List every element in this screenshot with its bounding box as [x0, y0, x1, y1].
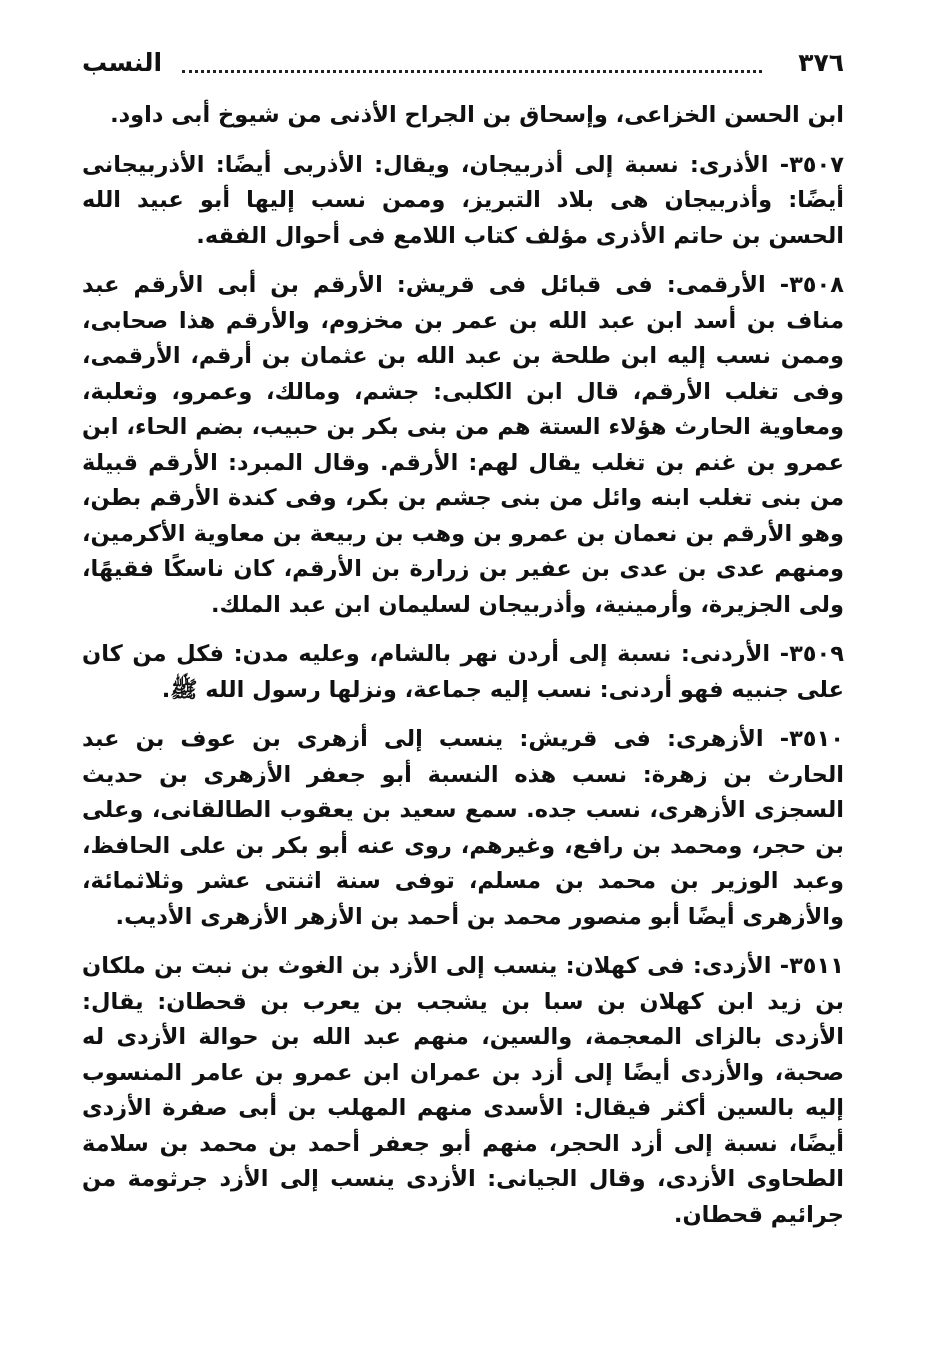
- running-title: النسب: [82, 48, 163, 77]
- entry-3511: ٣٥١١- الأزدى: فى كهلان: ينسب إلى الأزد بن الغوث بن نبت بن ملكان بن زيد ابن كهلان بن سبا بن يشجب بن يعرب بن قحطان: يقال: الأزدى بالزاى المعجمة، والسين، منهم عبد الله بن حوالة الأزدى له صحبة، والأزدى أيضًا إلى أزد بن عمران ابن عمرو بن عامر المنسوب إليه بالسين أكثر فيقال: الأسدى منهم المهلب بن أبى صفرة الأزدى أيضًا، نسبة إلى أزد الحجر، منهم أبو جعفر أحمد بن محمد بن سلامة الطحاوى الأزدى، وقال الجيانى: الأزدى ينسب إلى الأزد جرثومة من جرائيم قحطان.: [82, 953, 844, 1228]
- header-dotted-leader: [182, 70, 762, 73]
- book-page: [82, 44, 844, 1233]
- page-header: [82, 44, 844, 82]
- entry-3507: ٣٥٠٧- الأذرى: نسبة إلى أذربيجان، ويقال: الأذربى أيضًا: الأذربيجانى أيضًا: وأذربيجان هى بلاد التبريز، وممن نسب إليها أبو عبيد الله الحسن بن حاتم الأذرى مؤلف كتاب اللامع فى أحوال الفقه.: [82, 151, 844, 249]
- entry-3508: ٣٥٠٨- الأرقمى: فى قبائل فى قريش: الأرقم بن أبى الأرقم عبد مناف بن أسد ابن عبد الله بن عمر بن مخزوم، والأرقم هذا صحابى، وممن نسب إليه ابن طلحة بن عبد الله بن عثمان بن أرقم، الأرقمى، وفى تغلب الأرقم، قال ابن الكلبى: جشم، ومالك، وعمرو، وثعلبة، ومعاوية الحارث هؤلاء الستة هم من بنى بكر بن حبيب، بضم الحاء، ابن عمرو بن غنم بن تغلب يقال لهم: الأرقم. وقال المبرد: الأرقم قبيلة من بنى تغلب ابنه وائل من بنى جشم بن بكر، وفى كندة الأرقم بطن، وهو الأرقم بن نعمان بن عمرو بن وهب بن ربيعة بن معاوية الأكرمين، ومنهم عدى بن عدى بن عفير بن زرارة بن الأرقم، كان ناسكًا فقيهًا، ولى الجزيرة، وأرمينية، وأذربيجان لسليمان ابن عبد الملك.: [82, 272, 844, 618]
- entry-3510: ٣٥١٠- الأزهرى: فى قريش: ينسب إلى أزهرى بن عوف بن عبد الحارث بن زهرة: نسب هذه النسبة أبو جعفر الأزهرى بن حديث السجزى الأزهرى، نسب جده. سمع سعيد بن يعقوب الطالقانى، وعلى بن حجر، ومحمد بن رافع، وغيرهم، روى عنه أبو بكر بن على الحافظ، وعبد الوزير بن محمد بن مسلم، توفى سنة اثنتى عشر وثلاثمائة، والأزهرى أيضًا أبو منصور محمد بن أحمد بن الأزهر الأزهرى الأديب.: [82, 726, 844, 930]
- page-number: ٣٧٦: [798, 48, 844, 77]
- paragraph-continuation: ابن الحسن الخزاعى، وإسحاق بن الجراح الأذنى من شيوخ أبى داود.: [110, 102, 844, 128]
- entry-3509: ٣٥٠٩- الأردنى: نسبة إلى أردن نهر بالشام، وعليه مدن: فكل من كان على جنبيه فهو أردنى: نسب إليه جماعة، ونزلها رسول الله ﷺ.: [82, 641, 844, 703]
